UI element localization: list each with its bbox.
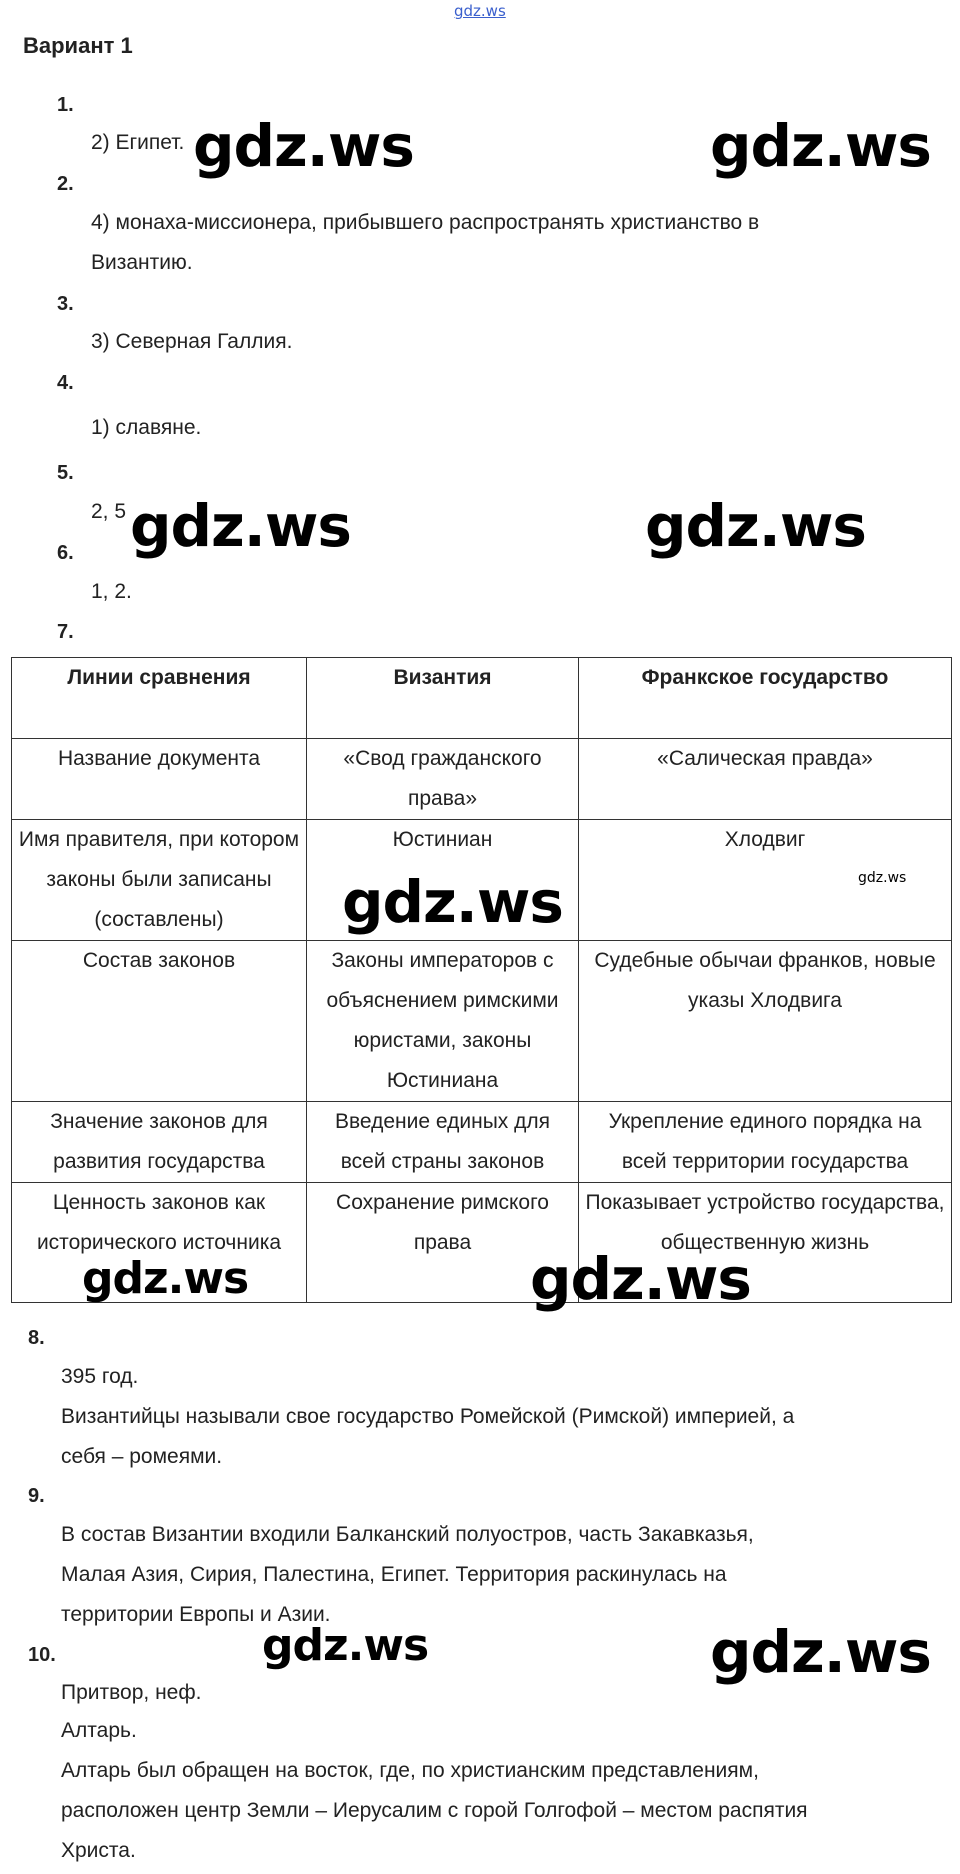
table-header-cell: Линии сравнения [12,658,307,739]
question-8-answer-line3: себя – ромеями. [61,1445,223,1468]
table-cell: Юстиниан [307,820,579,941]
question-9-number: 9. [28,1485,45,1507]
watermark-small: gdz.ws [858,870,907,886]
question-4-answer: 1) славяне. [91,416,202,439]
watermark: gdz.ws [193,112,414,180]
watermark: gdz.ws [82,1253,249,1304]
watermark: gdz.ws [342,868,563,936]
watermark: gdz.ws [710,1618,931,1686]
table-header-cell: Византия [307,658,579,739]
question-8-answer-line1: 395 год. [61,1365,139,1388]
question-7-number: 7. [57,621,74,643]
question-10-answer-line3: Алтарь был обращен на восток, где, по христианским представлениям, [61,1759,759,1782]
question-6-number: 6. [57,542,74,564]
question-10-answer-line4: расположен центр Земли – Иерусалим с горой Голгофой – местом распятия [61,1799,808,1822]
watermark: gdz.ws [530,1245,751,1313]
question-8-number: 8. [28,1327,45,1349]
question-9-answer-line2: Малая Азия, Сирия, Палестина, Египет. Территория раскинулась на [61,1563,727,1586]
table-cell: Показывает устройство государства, общественную жизнь [579,1183,952,1303]
watermark: gdz.ws [262,1620,429,1671]
question-3-number: 3. [57,293,74,315]
table-cell: Значение законов для развития государства [12,1102,307,1183]
table-cell: Хлодвиг [579,820,952,941]
table-cell: Ценность законов как исторического источника [12,1183,307,1303]
question-9-answer-line1: В состав Византии входили Балканский полуостров, часть Закавказья, [61,1523,754,1546]
question-3-answer: 3) Северная Галлия. [91,330,293,353]
table-row [12,739,952,820]
question-6-answer: 1, 2. [91,580,132,603]
table-cell: Имя правителя, при котором законы были записаны (составлены) [12,820,307,941]
question-9-answer-line3: территории Европы и Азии. [61,1603,331,1626]
question-10-number: 10. [28,1644,56,1666]
question-1-number: 1. [57,94,74,116]
table-header-cell: Франкское государство [579,658,952,739]
question-4-number: 4. [57,372,74,394]
question-5-number: 5. [57,462,74,484]
table-header-row [12,658,952,739]
table-cell: Укрепление единого порядка на всей территории государства [579,1102,952,1183]
question-2-answer-line1: 4) монаха-миссионера, прибывшего распространять христианство в [91,211,760,234]
table-cell: Введение единых для всей страны законов [307,1102,579,1183]
table-cell: Название документа [12,739,307,820]
watermark: gdz.ws [645,492,866,560]
table-cell: Законы императоров с объяснением римскими юристами, законы Юстиниана [307,941,579,1102]
table-cell: «Салическая правда» [579,739,952,820]
question-10-answer-line5: Христа. [61,1839,136,1862]
table-cell: Судебные обычаи франков, новые указы Хлодвига [579,941,952,1102]
question-10-answer-line1: Притвор, неф. [61,1681,202,1704]
question-2-answer-line2: Византию. [91,251,193,274]
question-8-answer-line2: Византийцы называли свое государство Ромейской (Римской) империей, а [61,1405,795,1428]
table-cell: Сохранение римского права [307,1183,579,1303]
question-2-number: 2. [57,173,74,195]
table-row [12,941,952,1102]
watermark: gdz.ws [130,492,351,560]
question-5-answer: 2, 5 [91,500,127,523]
variant-title: Вариант 1 [23,33,133,58]
watermark: gdz.ws [710,112,931,180]
table-cell: Состав законов [12,941,307,1102]
table-cell: «Свод гражданского права» [307,739,579,820]
watermark-top-link[interactable]: gdz.ws [454,2,506,20]
question-1-answer: 2) Египет. [91,131,185,154]
table-row [12,1102,952,1183]
question-10-answer-line2: Алтарь. [61,1719,137,1742]
comparison-table [11,657,952,1303]
